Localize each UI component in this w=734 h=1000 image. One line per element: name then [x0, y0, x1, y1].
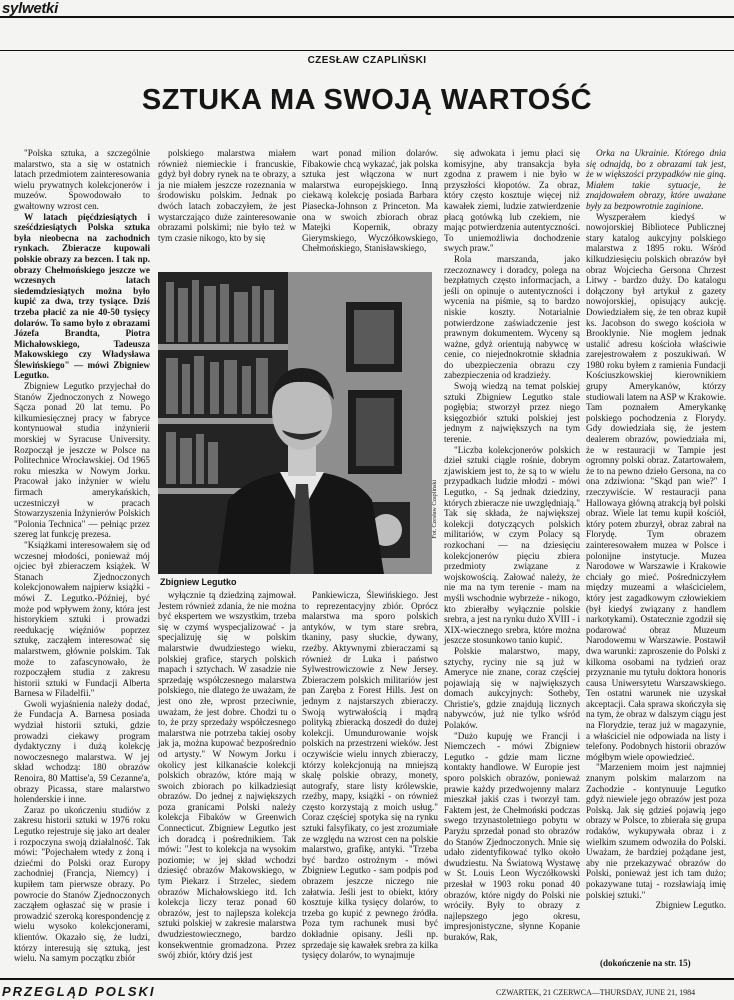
paragraph: "Marzeniem moim jest najmniej znanym polskim malarzom na Zachodzie - kontynuuje Legutko gdyż niewiele jego obrazów jest poza Polską. Jak się gdzieś pojawią jego obrazy w Polsce, to zbierała się grupa rodaków, wykupywała obraz i z wielkim szumem odwoziła do Polski. Uważam, że bardziej pożądane jest, aby nie przekazywać obrazów do Polski, ponieważ jest ich tam dużo; pokazywane tutaj - rozsławiają imię polskiej sztuki." [586, 762, 726, 900]
paragraph: "Polska sztuka, a szczególnie malarstwo, sta a się w ostatnich latach przedmiotem zainteresowania wielu prywatnych kolekcjonerów i muzeów. Spowodowało to gwałtowny wzrost cen. [14, 148, 150, 211]
paragraph: Rola marszanda, jako rzeczoznawcy i doradcy, polega na bezpłatnych często informacjach, a jeśli on opinuje o autentyczności i wycenia na piśmie, są to bardzo niskie koszty. Notarialnie potwierdzone zaświadczenie jest prawnym dokumentem. Wyceny są ważne, gdyż orientują nabywcę w cenie, co niejednokrotnie składnia do ubezpieczenia obrazu czy zabezpieczenia od kradzieży. [444, 253, 580, 381]
column-1 [14, 148, 150, 964]
masthead-logo: PRZEGLĄD POLSKI [2, 984, 156, 999]
paragraph: wyłącznie tą dziedziną zajmował. Jestem również zdania, że nie można być ekspertem we wszystkim, trzeba się w czymś wyspecjalizować - ja specjalizuję się w polskim malarstwie dwudziestego wieku, polskiej grafice, starych polskich mapach i sztychach. W zasadzie nie sprzedaję współczesnego malarstwa polskiego, nie dlatego że uważam, że jest ono złe, wprost przeciwnie, uważam, że jest dobre. Chodzi tu o to, że przy sprzedaży współczesnego malarstwa nie potrzeba takiej osoby jak ja, można kupować bezpośrednio od artysty." W Nowym Jorku i okolicy jest kilkanaście kolekcji polskich obrazów, które mają w swoich zbiorach po kilkadziesiąt obrazów. Do jednej z największych poza granicami Polski należy kolekcja Fibaków w Greenwich Connecticut. Zbigniew Legutko jest ich doradcą i pośrednikiem. Tak mówi: "Jest to kolekcja na wysokim poziomie; w jej skład wchodzi dziesięć obrazów Makowskiego, w tym Piekarz i Strzelec, siedem obrazów Michałowskiego itd. Ich kolekcja liczy teraz ponad 60 obrazów, jest to najlepsza kolekcja sztuki polskiej w zakresie malarstwa dwudziestowiecznego, bardzo konsekwentnie gromadzona. Przez swój zbiór, który dziś jest [158, 590, 296, 961]
portrait-photo [158, 272, 432, 574]
column-2-bottom [158, 590, 296, 961]
column-2-top [158, 148, 296, 266]
paragraph: Pankiewicza, Ślewińskiego. Jest to reprezentacyjny zbiór. Oprócz malarstwa ma sporo polskich antyków, w tym stare srebra, tkaniny, pasy słuckie, dywany, rzeźby. Aktywnymi zbieraczami są również dr Luka i państwo Sylwestrowiczowie z New Jersey. Zbieraczem polskich militariów jest pan Zaręba z Forest Hills. Jest on jednym z najstarszych zbieraczy. Swoją wytrwałością i mądrą polityką zbieracką doszedł do dużej kolekcji. Umundurowanie wojsk polskich na przestrzeni wieków. Jest oczywiście wielu innych zbieraczy, którzy kolekcjonują na mniejszą skalę polskie obrazy, monety, autografy, stare listy królewskie, rzeźby, mapy, książki - on również często korzystają z moich usług." Coraz częściej spotyka się na rynku sztuki falsyfikaty, co jest zrozumiałe ze względu na wzrost cen na polskie malarstwo, grafikę, antyki. "Trzeba być bardzo ostrożnym - mówi Zbigniew Legutko - sam podpis pod obrazem jeszcze niczego nie załatwia. Jeśli jest to obiekt, który kosztuje kilka tysięcy dolarów, to trzeba go kupić z pewnego źródła. Poza tym rachunek musi być dokładnie opisany. Jeśli np. sprzedaje się kawałek srebra za kilka tysięcy dolarów, to wynajmuje [302, 590, 438, 961]
paragraph: Zaraz po ukończeniu studiów z zakresu historii sztuki w 1976 roku Legutko rejestruje się jako art dealer i rozpoczyna swoją działalność. Tak mówi: "Pojechałem wtedy z żoną i dziećmi do Polski oraz Europy zachodniej (Francja, Niemcy) i kupiłem tam pierwsze obrazy. Po powrocie do Stanów Zjednoczonych zacząłem ogłaszać się w prasie i prowadzić szeroką korespondencję z wielu wysoko kolekcjonerami, klientów. Okazało się, że ludzi, którzy interesują się sztuką, jest wielu. Na samym początku zbiór [14, 804, 150, 964]
photo-credit: Fot. Czesław Czapliński [432, 480, 438, 539]
issue-date: CZWARTEK, 21 CZERWCA—THURSDAY, JUNE 21, 1984 [496, 988, 696, 997]
paragraph: "Książkami interesowałem się od wczesnej młodości, ponieważ mój ojciec był zbieraczem książek. W Stanach Zjednoczonych kolekcjonowałem najpierw książki - mówi Z. Legutko.-Później, być może pod wpływem żony, która jest historykiem sztuki i prowadzi reedukację więźniów poprzez sztukę, zacząłem interesować się malarstwem, głównie polskim. Tak może to zafascynowało, że rozpocząłem studia z zakresu historii sztuki w Fundacji Alberta Barnesa w Filadelfii." [14, 539, 150, 699]
paragraph: Gwoli wyjaśnienia należy dodać, że Fundacja A. Barnesa posiada wydział historii sztuki, gdzie prowadzi ciekawy program dydaktyczny i dużą kolekcję nowoczesnego malarstwa. W jej skład wchodzą: 180 obrazów Renoira, 80 Mattise'a, 59 Cezanne'a, obrazy Picassa, stare malarstwo holenderskie i inne. [14, 698, 150, 805]
section-label: sylwetki [2, 0, 58, 17]
paragraph: Polskie malarstwo, mapy, sztychy, ryciny nie są już w Ameryce nie znane, coraz częściej pojawiają się w największych domach aukcyjnych: Sotheby, Christie's, gdzie znajdują licznych nabywców, już nie tylko wśród Polaków. [444, 645, 580, 731]
continuation-note: (dokończenie na str. 15) [600, 958, 691, 968]
column-5 [586, 148, 726, 956]
paragraph: "Dużo kupuję we Francji i Niemczech - mówi Zbigniew Legutko - gdzie mam liczne kontakty handlowe. W Europie jest sporo polskich obrazów, ponieważ prawie każdy przedwojenny malarz mieszkał jakiś czas i tworzył tam. Faktem jest, że Chełmoński podczas swego trzynastoletniego pobytu w Paryżu sprzedał ponad sto obrazów do Stanów Zjednoczonych. Mnie się udało zidentyfikować tylko około dwudziestu. Na Światową Wystawę w St. Louis Leon Wyczółkowski przesłał w 1903 roku ponad 40 obrazów, które nigdy do Polski nie wróciły. Były to obrazy z najlepszego jego okresu, impresjonistyczne, słynne Kopanie buraków, Rak, [444, 730, 580, 942]
paragraph: "Liczba kolekcjonerów polskich dzieł sztuki ciągle rośnie, dobrym zjawiskiem jest to, że są to w wielu przypadkach ludzie młodzi - mówi Legutko, - Są jednak dziedziny, których zbieracze nie uwzględniają." Tak się składa, że największej kolekcji dotyczących polskich militariów, w czym Polacy są rozkochani — na dziesięciu kolekcjonerów pięciu zbiera przedmioty związane z wojskowością. Załować należy, że nie ma na tym terenie - mam na myśli wschodnie wybrzeże - nikogo, kto zbierałby wyłącznie polskie srebra, a jest na rynku dużo XVIII - i XIX-wiecznego srebra, które można jeszcze stosunkowo tanio kupić. [444, 444, 580, 646]
paragraph: wart ponad milion dolarów. Fibakowie chcą wykazać, jak polska sztuka jest włączona w nurt malarstwa europejskiego. Inną ciekawą kolekcję posiada Barbara Piasecka-Johnson z Princeton. Ma ona w swoich zbiorach obraz Matejki Kopernik, obrazy Gierymskiego, Wyczółkowskiego, Chełmońskiego, Stanisławskiego, [302, 148, 438, 254]
paragraph: W latach pięćdziesiątych i sześćdziesiątych Polska sztuka była nieobecna na zachodnich rynkach. Zbieracze kupowali polskie obrazy za bezcen. I tak np. obrazy Chełmońskiego jeszcze we wczesnych latach siedemdziesiątych można było kupić za dwa, trzy tysiące. Dziś trzeba płacić za nie 40-50 tysięcy dolarów. To samo było z obrazami Józefa Brandta, Piotra Michałowskiego, Tadeusza Makowskiego czy Władysława Ślewińskiego" — mówi Zbigniew Legutko. [14, 211, 150, 381]
column-4 [444, 148, 580, 958]
byline-rule [0, 50, 734, 51]
column-3-top [302, 148, 438, 266]
paragraph: Zbigniew Legutko. [655, 900, 726, 911]
author-byline: CZESŁAW CZAPLIŃSKI [307, 55, 427, 66]
column-3-bottom [302, 590, 438, 961]
top-rule [0, 16, 734, 18]
paragraph: Zbigniew Legutko przyjechał do Stanów Zjednoczonych z Nowego Sącza ponad 20 lat temu. Po kilkumiesięcznej pracy w fabryce kontynuował studia inżynierii morskiej w Syracuse University. Rozpoczął je jeszcze w Polsce na Politechnice Wrocławskiej. Od 1965 roku mieszka w Nowym Jorku. Pracował jako inżynier w wielu firmach amerykańskich, uczestniczył w pracach Stowarzyszenia Inżynierów Polskich "Polonia Technica" — pełniąc przez szereg lat funkcję prezesa. [14, 381, 150, 540]
portrait-photo-image [158, 272, 432, 574]
paragraph: Orka na Ukrainie. Którego dnia się odnajdą, bo z obrazami tak jest, że w większości przypadków nie giną. Miałem takie sytuacje, że znajdowałem obrazy, które uważane były za bezpowrotnie zaginione. [586, 148, 726, 211]
article-headline: SZTUKA MA SWOJĄ WARTOŚĆ [141, 84, 593, 116]
paragraph: Swoją wiedzą na temat polskiej sztuki Zbigniew Legutko stale pogłębia; stworzył przez niego księgozbiór sztuki polskiej jest jednym z największych na tym terenie. [444, 381, 580, 445]
photo-caption: Zbigniew Legutko [160, 577, 237, 587]
paragraph: się adwokata i jemu płaci się komisyjne, aby transakcja była zgodna z prawem i nie było w przyszłości kłopotów. Za obraz, który często kosztuje więcej niż kawałek ziemi, ludzie zatwierdzenie płacą gotówką lub czekiem, nie mając potwierdzenia autentyczności. To uniemożliwia dochodzenie swych praw." [444, 148, 580, 254]
paragraph: polskiego malarstwa miałem również niemieckie i francuskie, gdyż był dobry rynek na te obrazy, a ja nie miałem jeszcze rozeznania w środowisku polskim. Jednak po dwóch latach zobaczyłem, że jest wystarczająco duże zainteresowanie obrazami polskimi; nie było też w tym czasie nikogo, kto by się [158, 148, 296, 243]
bottom-rule [0, 978, 734, 980]
paragraph: Wyszperałem kiedyś w nowojorskiej Bibliotece Publicznej stary katalog aukcyjny polskiego malarstwa z 1895 roku. Wśród kilkudziesięciu polskich obrazów był obraz Wojciecha Gersona Chrzest Litwy - bardzo duży. Do katalogu dołączony był artykuł z gazety nowojorskiej, opisujący aukcję. Dowiedziałem się, że ten obraz kupił ks. Jacobson do swego kościoła w Brooklynie. Nie mogłem jednak ustalić adresu kościoła właściwie zarejestrowałem z poszukiwań. W 1980 roku byłem z ramienia Fundacji Kościuszkowskiej kierownikiem grupy Amerykanów, którzy studiowali latem na ASP w Krakowie. Tam poznałem Amerykankę polskiego pochodzenia z Florydy. Gdy dowiedziała się, że jestem dealerem obrazów, powiedziała mi, że w restauracji w Tampie jest ogromny polski obraz. Zatartowałem, że to na pewno dzieło Gersona, na co ona zdziwiona: "Skąd pan wie?" I rzeczywiście. W restauracji pana Hallowaya główną atrakcją był polski obraz. Wiele lat temu kupił kościół, który potem zburzył, obraz zabrał na Florydę. Tym obrazem zainteresowałem muzea w Polsce i polonijne instytucje. Muzea Narodowe w Warszawie i Krakowie chciały go mieć. Pośredniczyłem między muzeami a właścicielem, który jest zagadkowym człowiekiem (był kiedyś związany z handlem narkotykami). Ostatecznie zgodził się podarować obraz Muzeum Narodowemu w Warszawie. Postawił dwa warunki: zaproszenie do Polski z kilkoma osobami na tydzień oraz przyznanie mu tytułu doktora honoris causa Uniwersytetu Warszawskiego. Ten ostatni warunek nie uzyskał akceptacji. Cała sprawa skończyła się na tym, że obraz w dalszym ciągu jest na Florydzie, teraz już w magazynie, a właściciel nie odpowiada na listy i telefony. Podobnych historii obrazów mógłbym wiele opowiedzieć. [586, 211, 727, 762]
